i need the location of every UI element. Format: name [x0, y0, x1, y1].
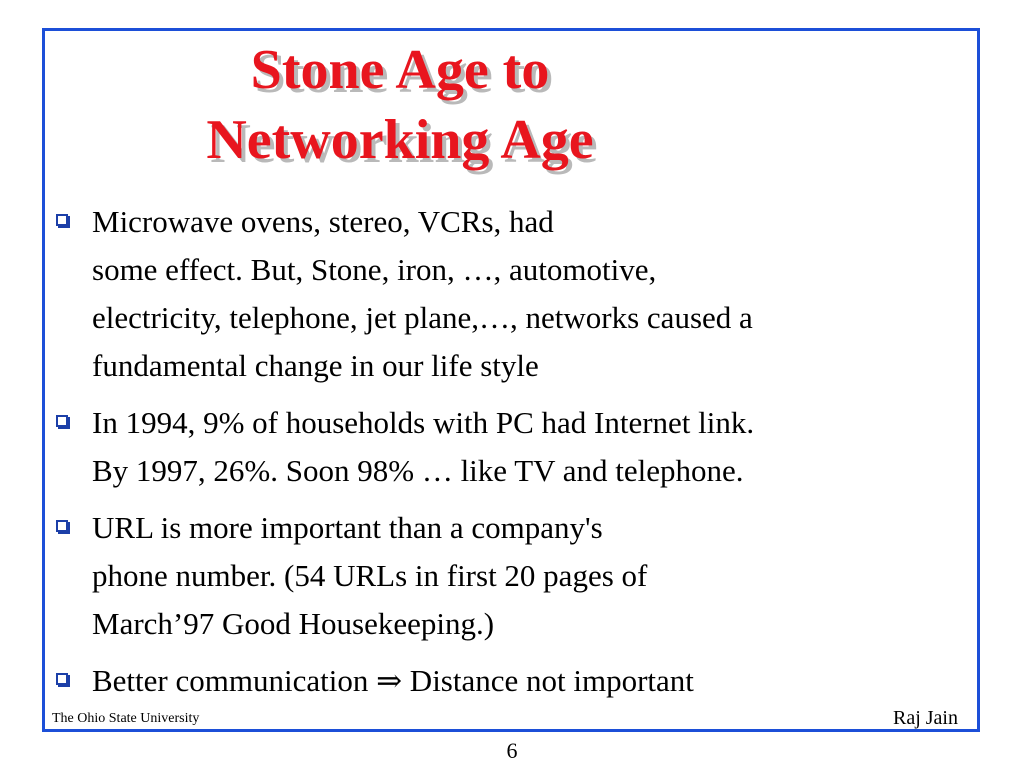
bullet-text-line: By 1997, 26%. Soon 98% … like TV and telephone.	[92, 453, 744, 488]
slide-title-line-1: Stone Age to	[250, 39, 550, 101]
bullet-item	[54, 198, 964, 390]
bullet-text-line: URL is more important than a company's	[92, 510, 603, 545]
footer-author: Raj Jain	[893, 707, 958, 729]
footer-institution: The Ohio State University	[52, 711, 200, 726]
square-bullet-icon	[56, 673, 68, 685]
square-bullet-icon	[56, 520, 68, 532]
bullet-item	[54, 504, 964, 648]
bullet-text-line: In 1994, 9% of households with PC had Internet link.	[92, 405, 755, 440]
square-bullet-icon	[56, 415, 68, 427]
square-bullet-icon	[56, 214, 68, 226]
bullet-list	[54, 198, 964, 714]
bullet-text-line: Better communication ⇒ Distance not important	[92, 663, 694, 698]
bullet-text-line: phone number. (54 URLs in first 20 pages of	[92, 558, 648, 593]
bullet-text-line: some effect. But, Stone, iron, …, automotive,	[92, 252, 657, 287]
slide-title-line-2: Networking Age	[206, 109, 594, 171]
bullet-text-line: March’97 Good Housekeeping.)	[92, 606, 495, 641]
bullet-item	[54, 399, 964, 495]
bullet-item	[54, 657, 964, 705]
bullet-text-line: fundamental change in our life style	[92, 348, 539, 383]
bullet-text-line: Microwave ovens, stereo, VCRs, had	[92, 204, 554, 239]
page-number: 6	[506, 738, 518, 763]
bullet-text-line: electricity, telephone, jet plane,…, networks caused a	[92, 300, 753, 335]
